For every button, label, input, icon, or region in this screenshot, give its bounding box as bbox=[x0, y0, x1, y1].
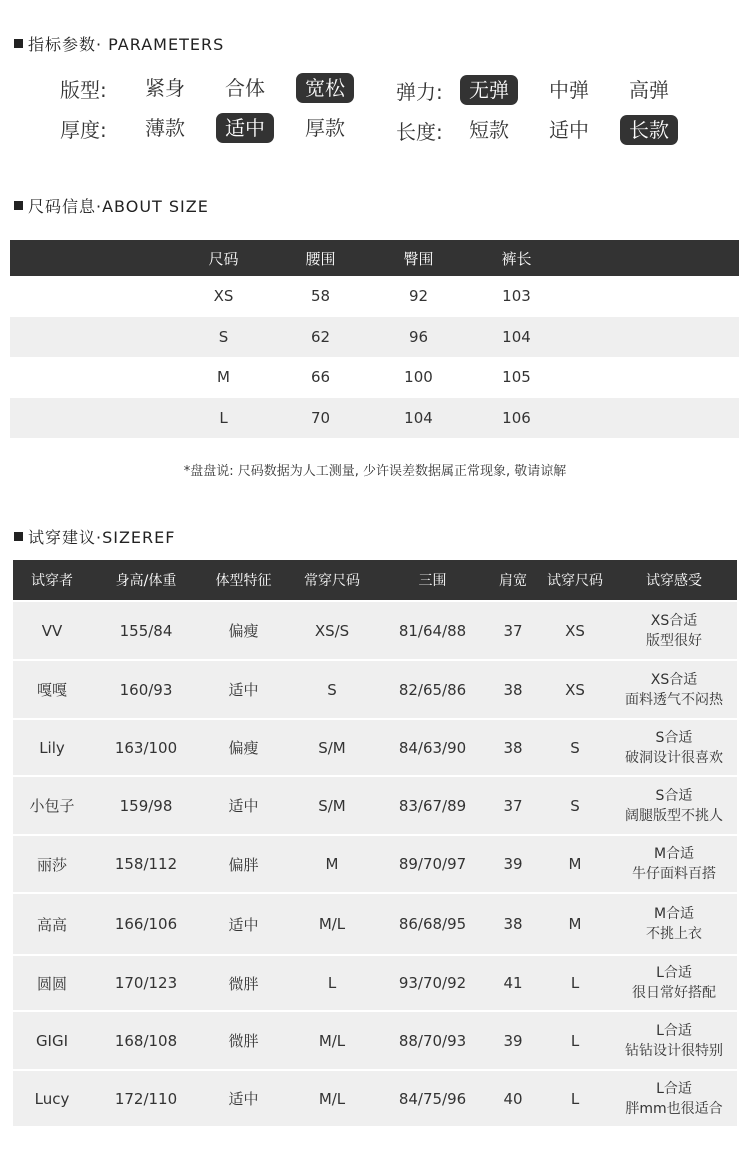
sizeref-cell-usual: S/M bbox=[318, 738, 346, 757]
sizeref-title-text: 试穿建议·SIZEREF bbox=[28, 528, 176, 547]
size-note: *盘盘说: 尺码数据为人工测量, 少许误差数据属正常现象, 敬请谅解 bbox=[183, 464, 567, 479]
param-option: 厚款 bbox=[305, 116, 345, 140]
sizeref-feel-line: L合适 bbox=[656, 965, 692, 981]
sizeref-cell-feel bbox=[611, 844, 737, 884]
size-cell: XS bbox=[213, 287, 234, 306]
sizeref-cell-hw: 158/112 bbox=[114, 855, 178, 873]
sizeref-cell-name: Lily bbox=[39, 738, 65, 757]
sizeref-feel-line: M合适 bbox=[653, 846, 695, 862]
table-row bbox=[13, 775, 737, 834]
sizeref-table-header bbox=[13, 560, 737, 600]
parameters-title-text: 指标参数· PARAMETERS bbox=[28, 35, 225, 54]
sizeref-cell-shoulder: 41 bbox=[503, 974, 523, 992]
size-cell: 103 bbox=[502, 287, 531, 306]
sizeref-cell-feel bbox=[611, 963, 737, 1003]
sizeref-cell-hw: 170/123 bbox=[114, 974, 178, 992]
sizeref-cell-hw: 160/93 bbox=[119, 680, 173, 699]
sizeref-feel-line: XS合适 bbox=[650, 612, 698, 629]
size-cell: 70 bbox=[310, 408, 331, 427]
size-cell: 58 bbox=[310, 287, 331, 306]
param-option-selected: 适中 bbox=[216, 113, 274, 143]
table-row bbox=[13, 659, 737, 718]
table-row bbox=[10, 276, 739, 317]
sizeref-cell-body: 偏瘦 bbox=[228, 622, 259, 640]
size-cell: M bbox=[217, 368, 230, 387]
size-cell: L bbox=[219, 408, 228, 427]
sizeref-cell-hw: 166/106 bbox=[114, 915, 178, 933]
param-label: 长度: bbox=[396, 119, 443, 144]
sizeref-header-cell: 试穿者 bbox=[31, 573, 73, 589]
size-info-title-text: 尺码信息·ABOUT SIZE bbox=[28, 197, 209, 216]
sizeref-cell-usual: S bbox=[327, 680, 337, 699]
size-header-cell: 尺码 bbox=[208, 249, 239, 268]
sizeref-cell-shoulder: 39 bbox=[503, 1031, 523, 1050]
param-option-selected: 宽松 bbox=[296, 73, 354, 103]
size-cell: 106 bbox=[502, 408, 531, 427]
sizeref-feel-line: M合适 bbox=[653, 906, 695, 922]
sizeref-cell-tried: M bbox=[568, 915, 582, 933]
sizeref-cell-body: 微胖 bbox=[228, 1032, 259, 1050]
sizeref-cell-usual: M/L bbox=[318, 1031, 346, 1050]
sizeref-cell-shoulder: 39 bbox=[503, 855, 523, 873]
sizeref-cell-hw: 168/108 bbox=[114, 1031, 178, 1050]
sizeref-table bbox=[13, 560, 737, 1126]
sizeref-feel-line: S合适 bbox=[655, 787, 693, 804]
sizeref-header-cell: 常穿尺码 bbox=[304, 573, 360, 589]
sizeref-feel-line: 面料透气不闷热 bbox=[625, 691, 723, 708]
size-cell: 105 bbox=[502, 368, 531, 387]
size-cell: S bbox=[218, 327, 229, 346]
sizeref-section-title bbox=[14, 525, 175, 548]
sizeref-cell-body: 偏胖 bbox=[228, 855, 259, 874]
param-option: 紧身 bbox=[145, 76, 185, 100]
size-cell: 104 bbox=[502, 327, 531, 346]
sizeref-cell-tried: S bbox=[570, 796, 580, 815]
param-option: 中弹 bbox=[549, 78, 589, 102]
param-thickness bbox=[60, 113, 376, 143]
sizeref-feel-line: 不挑上衣 bbox=[646, 926, 702, 942]
sizeref-cell-tried: L bbox=[570, 974, 580, 992]
sizeref-cell-bwh: 83/67/89 bbox=[398, 796, 467, 815]
sizeref-cell-hw: 172/110 bbox=[114, 1089, 178, 1108]
table-row bbox=[10, 357, 739, 398]
size-cell: 100 bbox=[404, 368, 433, 387]
param-option: 高弹 bbox=[629, 78, 669, 102]
sizeref-cell-bwh: 84/63/90 bbox=[398, 738, 467, 757]
sizeref-feel-line: S合适 bbox=[655, 729, 693, 746]
sizeref-feel-line: XS合适 bbox=[650, 671, 698, 688]
square-bullet-icon bbox=[14, 201, 23, 210]
sizeref-feel-line: 钻钻设计很特别 bbox=[625, 1042, 723, 1059]
param-length bbox=[396, 115, 700, 145]
sizeref-cell-name: 高高 bbox=[36, 915, 67, 934]
size-cell: 104 bbox=[404, 408, 433, 427]
sizeref-feel-line: 很日常好搭配 bbox=[632, 985, 716, 1001]
size-header-cell: 臀围 bbox=[403, 249, 434, 268]
sizeref-feel-line: 胖mm也很适合 bbox=[625, 1100, 723, 1117]
size-info-section-title bbox=[14, 194, 209, 217]
sizeref-cell-body: 微胖 bbox=[228, 974, 259, 993]
sizeref-cell-shoulder: 40 bbox=[503, 1089, 523, 1108]
size-cell: 96 bbox=[408, 327, 429, 346]
parameters-section-title bbox=[14, 32, 224, 55]
param-option: 短款 bbox=[469, 118, 509, 142]
size-header-cell: 裤长 bbox=[501, 249, 532, 268]
sizeref-cell-tried: S bbox=[570, 738, 580, 757]
sizeref-cell-bwh: 88/70/93 bbox=[398, 1031, 467, 1050]
table-row bbox=[10, 317, 739, 358]
param-label: 版型: bbox=[60, 77, 107, 102]
sizeref-cell-hw: 159/98 bbox=[119, 796, 173, 815]
sizeref-cell-name: 丽莎 bbox=[36, 855, 67, 874]
sizeref-cell-tried: L bbox=[570, 1031, 580, 1050]
sizeref-cell-bwh: 84/75/96 bbox=[398, 1089, 467, 1108]
param-label: 弹力: bbox=[396, 79, 443, 104]
sizeref-cell-usual: XS/S bbox=[314, 621, 350, 640]
sizeref-cell-body: 适中 bbox=[228, 1090, 259, 1108]
sizeref-cell-usual: M/L bbox=[318, 1089, 346, 1108]
sizeref-cell-bwh: 89/70/97 bbox=[398, 855, 467, 873]
sizeref-cell-tried: XS bbox=[565, 621, 585, 640]
sizeref-feel-line: 版型很好 bbox=[646, 632, 702, 649]
sizeref-cell-usual: L bbox=[327, 974, 337, 992]
sizeref-cell-feel bbox=[611, 786, 737, 826]
size-cell: 66 bbox=[310, 368, 331, 387]
table-row bbox=[10, 398, 739, 439]
sizeref-feel-line: 阔腿版型不挑人 bbox=[625, 807, 723, 824]
sizeref-header-cell: 肩宽 bbox=[499, 573, 527, 589]
table-row bbox=[13, 1069, 737, 1126]
sizeref-cell-name: 圆圆 bbox=[36, 974, 67, 993]
size-cell: 92 bbox=[408, 287, 429, 306]
sizeref-cell-hw: 163/100 bbox=[114, 738, 178, 757]
table-row bbox=[13, 834, 737, 892]
sizeref-cell-name: 小包子 bbox=[29, 797, 75, 815]
sizeref-cell-bwh: 81/64/88 bbox=[398, 621, 467, 640]
table-row bbox=[13, 1010, 737, 1069]
sizeref-feel-line: 破洞设计很喜欢 bbox=[625, 749, 723, 766]
sizeref-header-cell: 身高/体重 bbox=[115, 573, 177, 589]
sizeref-table-body bbox=[13, 600, 737, 1126]
sizeref-cell-shoulder: 38 bbox=[503, 915, 523, 933]
table-row bbox=[13, 954, 737, 1010]
sizeref-header-cell: 体型特征 bbox=[215, 573, 272, 589]
sizeref-cell-feel bbox=[611, 1021, 737, 1061]
param-option-selected: 长款 bbox=[620, 115, 678, 145]
sizeref-cell-shoulder: 38 bbox=[503, 680, 523, 699]
sizeref-cell-bwh: 93/70/92 bbox=[398, 974, 467, 992]
sizeref-cell-shoulder: 38 bbox=[503, 738, 523, 757]
sizeref-cell-feel bbox=[611, 904, 737, 944]
size-cell: 62 bbox=[310, 327, 331, 346]
size-header-cell: 腰围 bbox=[305, 249, 336, 268]
sizeref-cell-feel bbox=[611, 611, 737, 651]
sizeref-header-cell: 三围 bbox=[418, 573, 447, 589]
sizeref-cell-bwh: 86/68/95 bbox=[398, 915, 467, 933]
param-option: 合体 bbox=[225, 76, 265, 100]
sizeref-cell-body: 适中 bbox=[228, 915, 259, 934]
sizeref-cell-shoulder: 37 bbox=[503, 796, 523, 815]
param-fit bbox=[60, 73, 376, 103]
sizeref-cell-usual: M bbox=[325, 855, 339, 873]
table-row bbox=[13, 718, 737, 775]
sizeref-cell-tried: M bbox=[568, 855, 582, 873]
sizeref-feel-line: L合适 bbox=[656, 1080, 692, 1097]
sizeref-cell-name: 嘎嘎 bbox=[36, 681, 67, 699]
table-row bbox=[13, 600, 737, 659]
sizeref-cell-body: 适中 bbox=[228, 681, 259, 699]
sizeref-cell-feel bbox=[611, 670, 737, 710]
sizeref-cell-tried: L bbox=[570, 1089, 580, 1108]
sizeref-cell-tried: XS bbox=[565, 680, 585, 699]
param-option: 薄款 bbox=[145, 116, 185, 140]
param-elasticity bbox=[396, 75, 700, 105]
sizeref-cell-shoulder: 37 bbox=[503, 621, 523, 640]
sizeref-cell-hw: 155/84 bbox=[119, 621, 173, 640]
sizeref-cell-usual: M/L bbox=[318, 915, 346, 933]
table-row bbox=[13, 892, 737, 954]
sizeref-feel-line: 牛仔面料百搭 bbox=[632, 866, 716, 882]
sizeref-cell-bwh: 82/65/86 bbox=[398, 680, 467, 699]
param-option-selected: 无弹 bbox=[460, 75, 518, 105]
param-option: 适中 bbox=[549, 118, 589, 142]
sizeref-header-cell: 试穿尺码 bbox=[547, 573, 603, 589]
sizeref-cell-name: Lucy bbox=[34, 1089, 70, 1108]
size-table bbox=[10, 240, 739, 438]
sizeref-cell-usual: S/M bbox=[318, 796, 346, 815]
sizeref-feel-line: L合适 bbox=[656, 1022, 692, 1039]
square-bullet-icon bbox=[14, 39, 23, 48]
sizeref-cell-name: VV bbox=[41, 621, 63, 640]
sizeref-cell-body: 适中 bbox=[228, 797, 259, 815]
param-label: 厚度: bbox=[60, 117, 107, 142]
sizeref-header-cell: 试穿感受 bbox=[646, 573, 702, 589]
sizeref-cell-feel bbox=[611, 1079, 737, 1119]
size-table-header bbox=[10, 240, 739, 276]
sizeref-cell-body: 偏瘦 bbox=[228, 739, 259, 757]
square-bullet-icon bbox=[14, 532, 23, 541]
sizeref-cell-feel bbox=[611, 728, 737, 768]
sizeref-cell-name: GIGI bbox=[35, 1031, 69, 1050]
